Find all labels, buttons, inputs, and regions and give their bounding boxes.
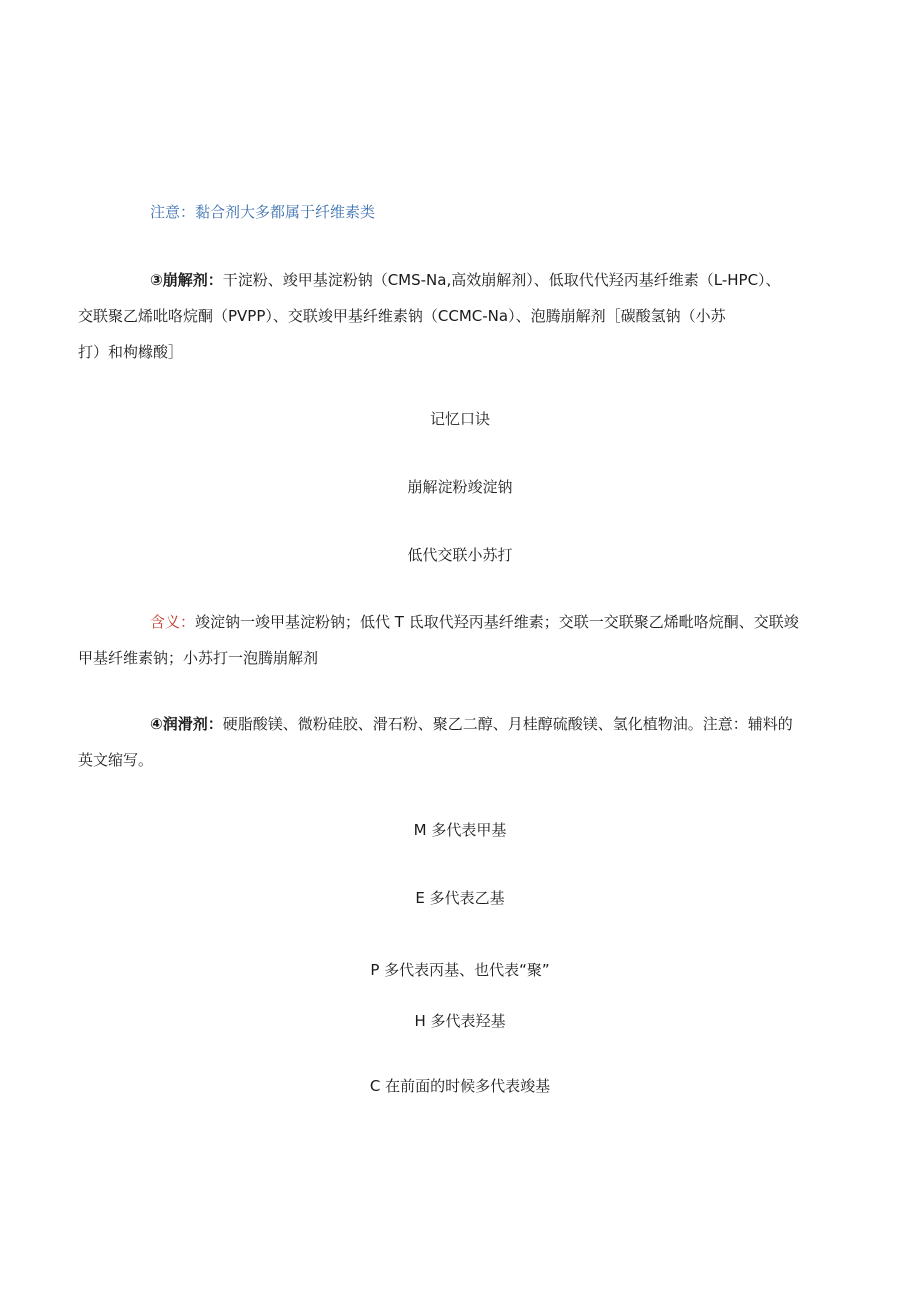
lubricant-paragraph [78, 706, 814, 778]
mnemonic-title: 记忆口诀 [429, 410, 490, 428]
meaning-paragraph [78, 604, 814, 676]
disintegrant-line-2: 交联聚乙烯吡咯烷酮（PVPP）、交联竣甲基纤维素钠（CCMC-Na）、泡腾崩解剂［碳酸氢钠（小苏 [78, 307, 726, 325]
lubricant-label: ④润滑剂： [150, 715, 223, 733]
meaning-line-2: 甲基纤维素钠；小苏打一泡腾崩解剂 [78, 649, 319, 667]
note-binder-cellulose: 注意：黏合剂大多都属于纤维素类 [150, 203, 376, 221]
abbreviation-item: M 多代表甲基 [413, 821, 507, 839]
mnemonic-line-2: 低代交联小苏打 [407, 546, 513, 564]
abbreviation-item: E 多代表乙基 [415, 889, 505, 907]
disintegrant-line-3: 打）和枸橼酸］ [78, 343, 184, 361]
abbreviation-item: P 多代表丙基、也代表“聚” [370, 961, 550, 979]
abbreviation-item: H 多代表羟基 [414, 1012, 506, 1030]
abbreviation-item: C 在前面的时候多代表竣基 [369, 1077, 551, 1095]
lubricant-line-1: 硬脂酸镁、微粉硅胶、滑石粉、聚乙二醇、月桂醇硫酸镁、氢化植物油。注意：辅料的 [222, 715, 793, 733]
mnemonic-line-1: 崩解淀粉竣淀钠 [407, 478, 513, 496]
meaning-label: 含义： [150, 613, 196, 631]
disintegrant-paragraph [78, 262, 814, 370]
disintegrant-line-1: 干淀粉、竣甲基淀粉钠（CMS-Na,高效崩解剂）、低取代代羟丙基纤维素（L-HPC）、 [222, 271, 781, 289]
meaning-line-1: 竣淀钠一竣甲基淀粉钠；低代 T 氐取代羟丙基纤维素；交联一交联聚乙烯毗咯烷酮、交联竣 [195, 613, 799, 631]
lubricant-line-2: 英文缩写。 [78, 751, 154, 769]
disintegrant-label: ③崩解剂： [150, 271, 223, 289]
